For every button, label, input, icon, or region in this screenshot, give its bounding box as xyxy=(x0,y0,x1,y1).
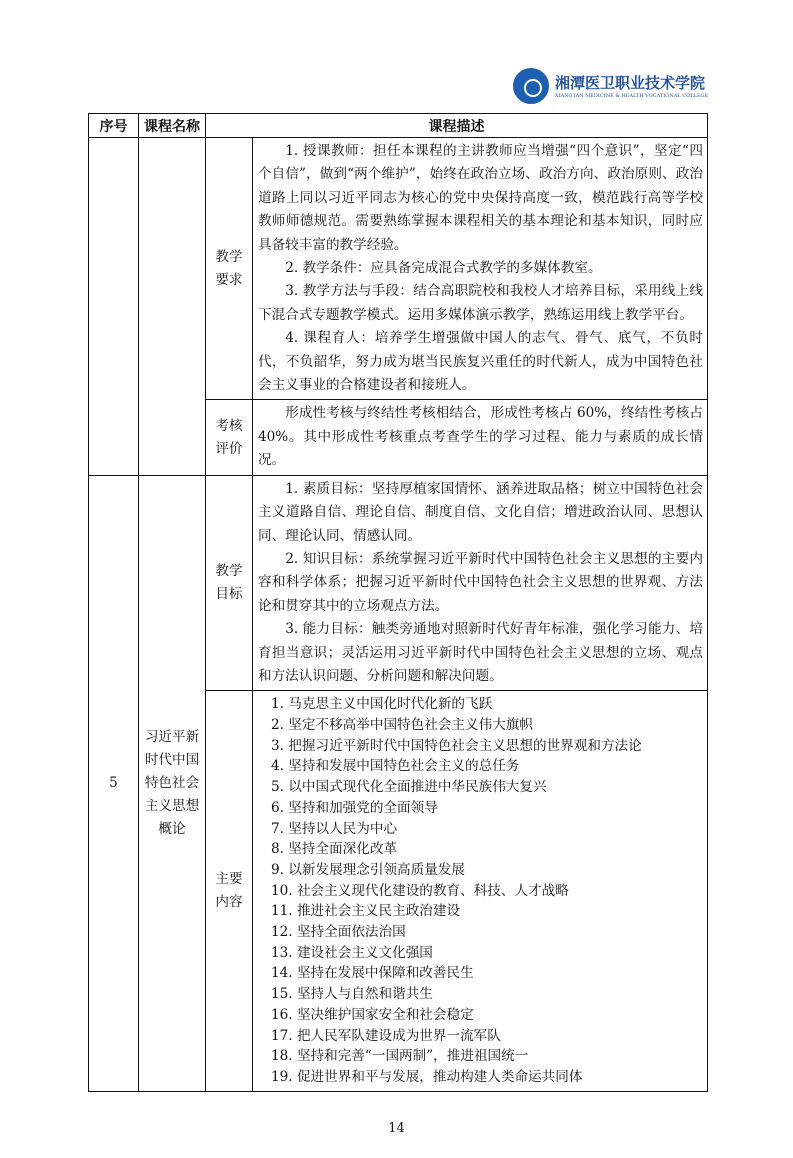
course-name: 习近平新时代中国特色社会主义思想概论 xyxy=(139,475,206,1091)
logo-cn: 湘潭医卫职业技术学院 xyxy=(555,73,706,92)
label-goals: 教学目标 xyxy=(206,475,253,691)
header-desc: 课程描述 xyxy=(206,114,708,138)
list-item: 6. 坚持和加强党的全面领导 xyxy=(271,799,438,816)
list-item: 2. 坚定不移高举中国特色社会主义伟大旗帜 xyxy=(271,717,533,734)
list-item: 4. 坚持和发展中国特色社会主义的总任务 xyxy=(271,758,520,775)
list-item: 1. 马克思主义中国化时代化新的飞跃 xyxy=(271,696,493,713)
list-item: 15. 坚持人与自然和谐共生 xyxy=(271,986,433,1003)
header-course: 课程名称 xyxy=(139,114,206,138)
college-seal-icon xyxy=(513,68,549,104)
list-item: 19. 促进世界和平与发展，推动构建人类命运共同体 xyxy=(271,1069,583,1085)
logo-en: XIANGTAN MEDICINE & HEALTH VOCATIONAL COLLEGE xyxy=(555,92,709,99)
table-row xyxy=(89,475,708,691)
list-item: 5. 以中国式现代化全面推进中华民族伟大复兴 xyxy=(271,779,547,796)
list-item: 7. 坚持以人民为中心 xyxy=(271,820,398,837)
college-logo xyxy=(513,66,708,106)
list-item: 18. 坚持和完善“一国两制”，推进祖国统一 xyxy=(271,1048,529,1065)
label-content: 主要内容 xyxy=(206,691,253,1091)
goals-text: 1. 素质目标：坚持厚植家国情怀、涵养进取品格；树立中国特色社会主义道路自信、理论自信、制度自信、文化自信；增进政治认同、思想认同、理论认同、情感认同。 2. 知识目标：系统掌握习近平新时代中国特色社会主义思想的主要内容和科学体系；把握习近平新时代中国特色社会主义思想的世界观、方法论和贯穿其中的立场观点方法。 3. 能力目标：触类旁通地对照新时代好青年标准，强化学习能力、培育担当意识；灵活运用习近平新时代中国特色社会主义思想的立场、观点和方法认识问题、分析问题和解决问题。 xyxy=(253,475,708,691)
list-item: 16. 坚决维护国家安全和社会稳定 xyxy=(271,1006,474,1023)
requirements-text: 1. 授课教师：担任本课程的主讲教师应当增强“四个意识”，坚定“四个自信”，做到“两个维护”，始终在政治立场、政治方向、政治原则、政治道路上同以习近平同志为核心的党中央保持高度一致，模范践行高等学校教师师德规范。需要熟练掌握本课程相关的基本理论和基本知识，同时应具备较丰富的教学经验。 2. 教学条件：应具备完成混合式教学的多媒体教室。 3. 教学方法与手段：结合高职院校和我校人才培养目标，采用线上线下混合式专题教学模式。运用多媒体演示教学，熟练运用线上教学平台。 4. 课程育人：培养学生增强做中国人的志气、骨气、底气，不负时代，不负韶华，努力成为堪当民族复兴重任的时代新人，成为中国特色社会主义事业的合格建设者和接班人。 xyxy=(253,138,708,400)
list-item: 11. 推进社会主义民主政治建设 xyxy=(271,903,461,920)
list-item: 9. 以新发展理念引领高质量发展 xyxy=(271,861,466,878)
list-item: 14. 坚持在发展中保障和改善民生 xyxy=(271,965,474,982)
content-list xyxy=(253,691,708,1091)
list-item: 12. 坚持全面依法治国 xyxy=(271,924,406,941)
label-requirements: 教学要求 xyxy=(206,138,253,400)
row-index: 5 xyxy=(89,475,139,1091)
course-table xyxy=(88,113,708,1092)
table-row xyxy=(89,138,708,400)
table-header-row xyxy=(89,114,708,138)
list-item: 17. 把人民军队建设成为世界一流军队 xyxy=(271,1027,501,1044)
evaluation-text: 形成性考核与终结性考核相结合，形成性考核占 60%，终结性考核占 40%。其中形成性考核重点考查学生的学习过程、能力与素质的成长情况。 xyxy=(253,400,708,475)
list-item: 10. 社会主义现代化建设的教育、科技、人才战略 xyxy=(271,882,569,899)
list-item: 13. 建设社会主义文化强国 xyxy=(271,944,433,961)
header-index: 序号 xyxy=(89,114,139,138)
list-item: 3. 把握习近平新时代中国特色社会主义思想的世界观和方法论 xyxy=(271,737,642,754)
label-evaluation: 考核评价 xyxy=(206,400,253,475)
page-number: 14 xyxy=(388,1120,405,1136)
list-item: 8. 坚持全面深化改革 xyxy=(271,841,398,858)
